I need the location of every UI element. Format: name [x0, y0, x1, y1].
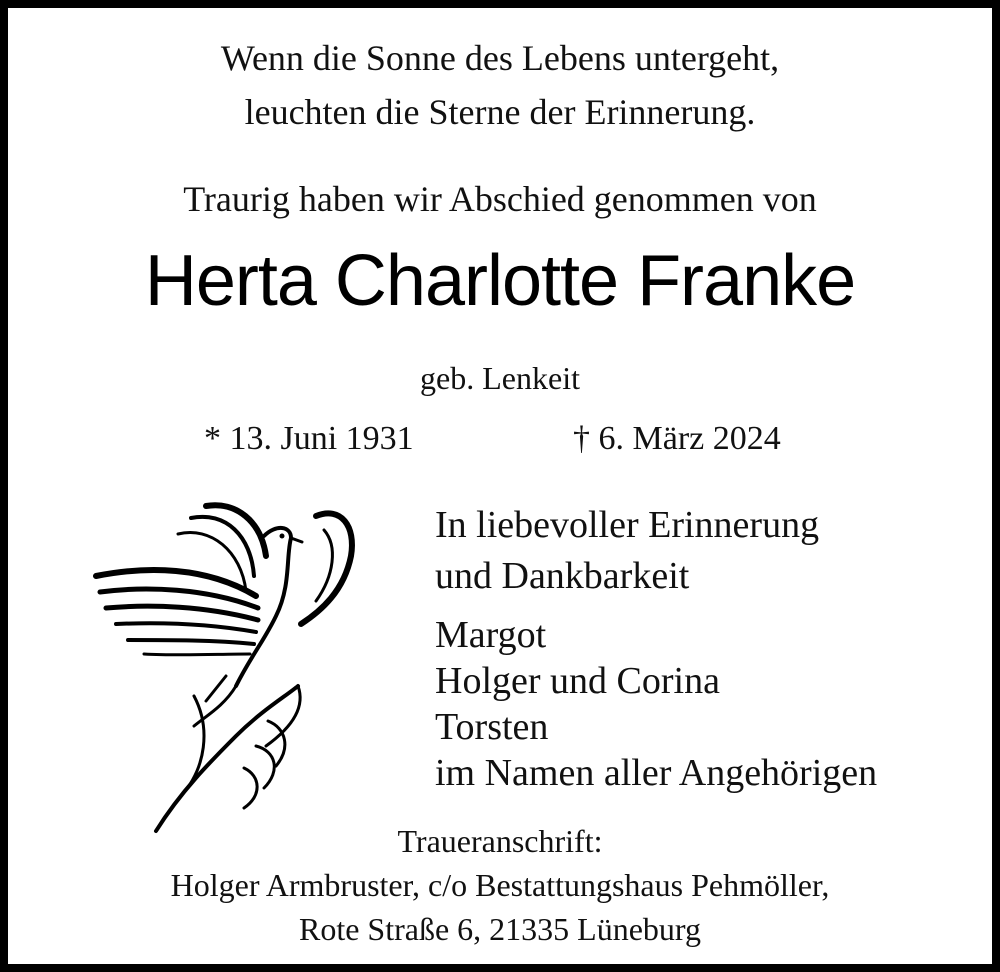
mourner-3: Torsten [435, 706, 549, 748]
mourner-1: Margot [435, 614, 547, 656]
maiden-name: geb. Lenkeit [420, 360, 580, 396]
address-line-1: Holger Armbruster, c/o Bestattungshaus Pehmöller, [170, 867, 830, 903]
deceased-name: Herta Charlotte Franke [144, 241, 856, 321]
intro-text: Traurig haben wir Abschied genommen von [183, 179, 817, 219]
dedication-line-1: In liebevoller Erinnerung [435, 504, 820, 546]
birth-date: * 13. Juni 1931 [204, 420, 414, 457]
address-line-2: Rote Straße 6, 21335 Lüneburg [298, 911, 701, 947]
mourner-4: im Namen aller Angehörigen [435, 752, 878, 794]
motto-line-1: Wenn die Sonne des Lebens untergeht, [220, 38, 780, 78]
dove-and-hand-icon [86, 496, 366, 836]
death-date: † 6. März 2024 [573, 420, 781, 457]
address-label: Traueranschrift: [397, 823, 603, 859]
dedication-line-2: und Dankbarkeit [435, 555, 690, 597]
motto-line-2: leuchten die Sterne der Erinnerung. [244, 92, 756, 132]
mourner-2: Holger und Corina [435, 660, 720, 702]
